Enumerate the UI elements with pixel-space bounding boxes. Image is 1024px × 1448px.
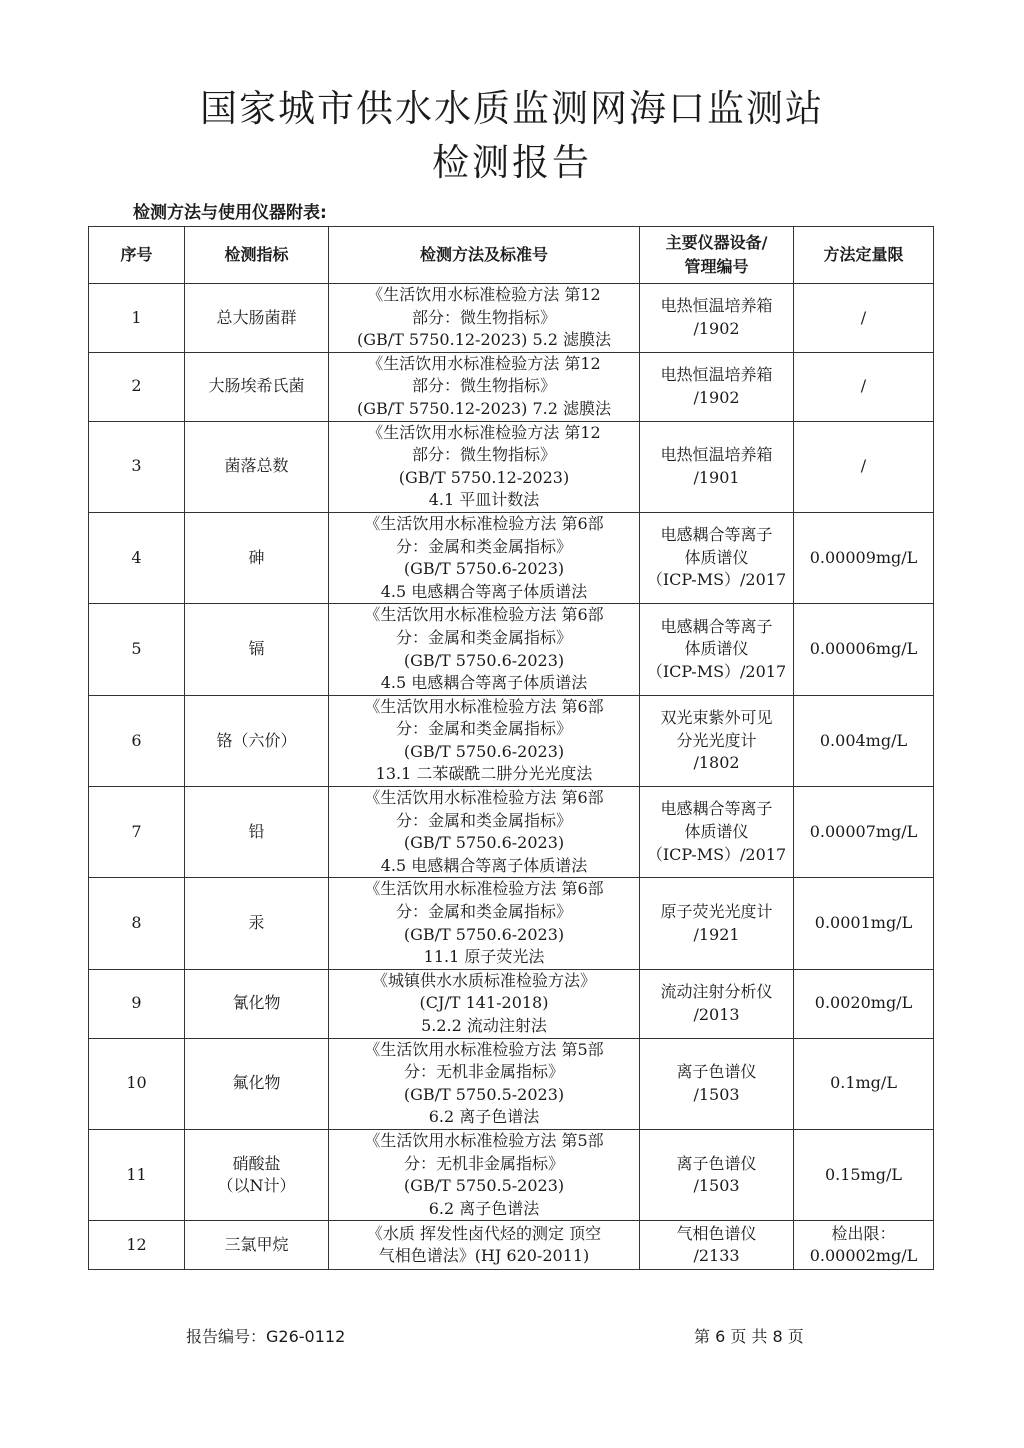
cell-instrument-line: 流动注射分析仪: [660, 982, 773, 1002]
cell-method: [329, 969, 640, 1038]
cell-item-line: 氟化物: [232, 1073, 281, 1093]
cell-item-line: 铬（六价）: [216, 730, 297, 750]
cell-method-line: 分：金属和类金属指标》: [395, 536, 572, 556]
table-row: [89, 284, 934, 353]
table-row: [89, 352, 934, 421]
cell-no: 10: [89, 1038, 185, 1129]
cell-method-line: 《生活饮用水标准检验方法 第12: [367, 422, 601, 442]
table-caption: 检测方法与使用仪器附表:: [133, 203, 327, 223]
report-title-line1: 国家城市供水水质监测网海口监测站: [200, 87, 824, 130]
cell-method-line: (GB/T 5750.5-2023): [403, 1176, 565, 1196]
cell-instrument-line: /2013: [693, 1004, 740, 1024]
cell-method-line: 4.1 平皿计数法: [428, 490, 540, 510]
cell-instrument: [640, 421, 794, 512]
cell-limit-line: 0.1mg/L: [830, 1073, 897, 1093]
cell-method-line: 4.5 电感耦合等离子体质谱法: [380, 855, 588, 875]
cell-limit: [794, 284, 934, 353]
table-row: [89, 1221, 934, 1270]
cell-method-line: 4.5 电感耦合等离子体质谱法: [380, 673, 588, 693]
cell-method: [329, 1221, 640, 1270]
cell-method-line: 分：无机非金属指标》: [403, 1153, 564, 1173]
col-header-instrument-line2: 管理编号: [684, 257, 749, 276]
table-row: [89, 604, 934, 695]
cell-instrument-line: /1901: [693, 467, 740, 487]
cell-method-line: (GB/T 5750.12-2023): [398, 467, 570, 487]
cell-item-line: （以N计）: [217, 1176, 296, 1196]
cell-method-line: 部分：微生物指标》: [411, 376, 556, 396]
cell-limit: [794, 969, 934, 1038]
cell-method: [329, 512, 640, 603]
cell-limit-line: 检出限：: [831, 1223, 896, 1243]
cell-item-line: 菌落总数: [224, 456, 289, 476]
cell-no: 8: [89, 878, 185, 969]
cell-limit-line: 0.0001mg/L: [814, 913, 913, 933]
cell-method-line: 气相色谱法》(HJ 620-2011): [378, 1246, 590, 1266]
cell-method-line: 《生活饮用水标准检验方法 第5部: [364, 1130, 604, 1150]
cell-no: 11: [89, 1129, 185, 1220]
table-row: [89, 878, 934, 969]
cell-instrument: [640, 1129, 794, 1220]
cell-instrument-line: /1503: [693, 1084, 740, 1104]
col-header-limit: 方法定量限: [794, 227, 934, 284]
cell-method-line: 11.1 原子荧光法: [423, 947, 545, 967]
cell-instrument: [640, 787, 794, 878]
cell-method-line: 《水质 挥发性卤代烃的测定 顶空: [366, 1223, 602, 1243]
cell-method: [329, 878, 640, 969]
cell-no: 1: [89, 284, 185, 353]
cell-limit-line: 0.00009mg/L: [809, 547, 918, 567]
table-row: [89, 1129, 934, 1220]
cell-limit: [794, 421, 934, 512]
cell-instrument: [640, 604, 794, 695]
cell-method: [329, 352, 640, 421]
cell-method-line: (GB/T 5750.6-2023): [403, 559, 565, 579]
cell-no: 12: [89, 1221, 185, 1270]
cell-instrument-line: /1802: [693, 753, 740, 773]
cell-instrument-line: /1921: [693, 924, 740, 944]
cell-instrument-line: 电感耦合等离子: [660, 525, 773, 545]
cell-instrument: [640, 284, 794, 353]
table-row: [89, 421, 934, 512]
cell-method: [329, 695, 640, 786]
cell-method-line: (GB/T 5750.12-2023) 5.2 滤膜法: [356, 330, 612, 350]
cell-method-line: 6.2 离子色谱法: [428, 1107, 540, 1127]
cell-method-line: 6.2 离子色谱法: [428, 1198, 540, 1218]
cell-limit-line: /: [860, 376, 867, 396]
cell-item: [185, 512, 329, 603]
cell-no: 9: [89, 969, 185, 1038]
cell-instrument: [640, 512, 794, 603]
cell-limit: [794, 352, 934, 421]
cell-instrument-line: 双光束紫外可见: [660, 707, 773, 727]
cell-item-line: 氰化物: [232, 993, 281, 1013]
cell-item: [185, 1129, 329, 1220]
cell-method-line: 分：金属和类金属指标》: [395, 719, 572, 739]
page-number: 第 6 页 共 8 页: [694, 1327, 804, 1346]
cell-instrument: [640, 969, 794, 1038]
cell-method-line: 分：金属和类金属指标》: [395, 902, 572, 922]
cell-limit: [794, 787, 934, 878]
cell-instrument: [640, 1038, 794, 1129]
cell-instrument-line: /1503: [693, 1176, 740, 1196]
cell-item: [185, 352, 329, 421]
cell-method-line: (CJ/T 141-2018): [419, 993, 549, 1013]
report-number: 报告编号：G26-0112: [186, 1327, 346, 1346]
cell-method-line: (GB/T 5750.6-2023): [403, 924, 565, 944]
cell-instrument-line: 离子色谱仪: [676, 1062, 757, 1082]
cell-instrument-line: （ICP-MS）/2017: [646, 570, 787, 590]
cell-item: [185, 604, 329, 695]
cell-item: [185, 284, 329, 353]
cell-instrument-line: 电热恒温培养箱: [660, 296, 773, 316]
table-row: [89, 969, 934, 1038]
cell-method-line: 分：无机非金属指标》: [403, 1062, 564, 1082]
cell-instrument-line: （ICP-MS）/2017: [646, 661, 787, 681]
cell-method-line: 分：金属和类金属指标》: [395, 627, 572, 647]
cell-instrument-line: 电感耦合等离子: [660, 616, 773, 636]
cell-limit-line: /: [860, 307, 867, 327]
table-row: [89, 1038, 934, 1129]
cell-instrument-line: 离子色谱仪: [676, 1153, 757, 1173]
table-row: [89, 512, 934, 603]
cell-method-line: 《生活饮用水标准检验方法 第6部: [364, 513, 604, 533]
cell-method: [329, 604, 640, 695]
cell-method-line: 《生活饮用水标准检验方法 第5部: [364, 1039, 604, 1059]
cell-method-line: 4.5 电感耦合等离子体质谱法: [380, 581, 588, 601]
cell-method-line: (GB/T 5750.12-2023) 7.2 滤膜法: [356, 398, 612, 418]
cell-method-line: (GB/T 5750.6-2023): [403, 741, 565, 761]
table-row: [89, 787, 934, 878]
cell-instrument-line: 分光光度计: [676, 730, 757, 750]
cell-method: [329, 1129, 640, 1220]
cell-no: 7: [89, 787, 185, 878]
cell-limit-line: 0.004mg/L: [819, 730, 908, 750]
cell-method-line: 《生活饮用水标准检验方法 第6部: [364, 788, 604, 808]
table-header-row: [89, 227, 934, 284]
cell-limit-line: /: [860, 456, 867, 476]
col-header-method: 检测方法及标准号: [329, 227, 640, 284]
cell-item: [185, 421, 329, 512]
cell-instrument-line: 电热恒温培养箱: [660, 445, 773, 465]
cell-item-line: 铅: [248, 821, 265, 841]
cell-method-line: 部分：微生物指标》: [411, 445, 556, 465]
cell-limit: [794, 512, 934, 603]
col-header-no: 序号: [89, 227, 185, 284]
cell-method-line: (GB/T 5750.6-2023): [403, 650, 565, 670]
cell-limit-line: 0.00002mg/L: [809, 1246, 918, 1266]
cell-item: [185, 1038, 329, 1129]
cell-limit: [794, 1221, 934, 1270]
cell-limit: [794, 1129, 934, 1220]
cell-instrument: [640, 352, 794, 421]
cell-instrument-line: （ICP-MS）/2017: [646, 844, 787, 864]
cell-limit-line: 0.00006mg/L: [809, 639, 918, 659]
cell-instrument-line: 体质谱仪: [684, 639, 749, 659]
cell-instrument-line: /1902: [693, 387, 740, 407]
cell-instrument-line: 体质谱仪: [684, 547, 749, 567]
cell-method-line: 《生活饮用水标准检验方法 第6部: [364, 879, 604, 899]
cell-method-line: 13.1 二苯碳酰二肼分光光度法: [375, 764, 593, 784]
cell-limit: [794, 695, 934, 786]
cell-instrument-line: 原子荧光光度计: [660, 902, 773, 922]
col-header-instrument-line1: 主要仪器设备/: [665, 233, 768, 252]
cell-item-line: 汞: [248, 913, 265, 933]
cell-no: 5: [89, 604, 185, 695]
methods-instruments-table: [88, 226, 934, 1270]
cell-no: 6: [89, 695, 185, 786]
col-header-item: 检测指标: [185, 227, 329, 284]
cell-instrument: [640, 1221, 794, 1270]
cell-item-line: 硝酸盐: [232, 1153, 281, 1173]
cell-no: 3: [89, 421, 185, 512]
cell-instrument-line: /1902: [693, 318, 740, 338]
cell-item-line: 三氯甲烷: [224, 1235, 289, 1255]
cell-instrument-line: /2133: [693, 1246, 740, 1266]
cell-limit-line: 0.15mg/L: [824, 1164, 903, 1184]
cell-instrument-line: 电热恒温培养箱: [660, 365, 773, 385]
cell-method: [329, 1038, 640, 1129]
cell-method-line: 分：金属和类金属指标》: [395, 810, 572, 830]
cell-no: 2: [89, 352, 185, 421]
col-header-instrument: [640, 227, 794, 284]
cell-item-line: 砷: [248, 547, 265, 567]
cell-item: [185, 878, 329, 969]
cell-limit-line: 0.00007mg/L: [809, 821, 918, 841]
cell-item-line: 镉: [248, 639, 265, 659]
cell-method-line: 《生活饮用水标准检验方法 第12: [367, 285, 601, 304]
cell-item: [185, 969, 329, 1038]
cell-instrument: [640, 695, 794, 786]
cell-method: [329, 284, 640, 353]
cell-item: [185, 1221, 329, 1270]
cell-instrument-line: 电感耦合等离子: [660, 799, 773, 819]
cell-limit-line: 0.0020mg/L: [814, 993, 913, 1013]
cell-no: 4: [89, 512, 185, 603]
report-title-line2: 检测报告: [432, 141, 592, 184]
cell-item-line: 大肠埃希氏菌: [208, 376, 305, 396]
cell-instrument-line: 体质谱仪: [684, 821, 749, 841]
cell-method-line: 《城镇供水水质标准检验方法》: [371, 970, 596, 990]
cell-item: [185, 787, 329, 878]
cell-method-line: (GB/T 5750.6-2023): [403, 833, 565, 853]
cell-method-line: 《生活饮用水标准检验方法 第12: [367, 353, 601, 373]
cell-method: [329, 421, 640, 512]
cell-method-line: (GB/T 5750.5-2023): [403, 1084, 565, 1104]
cell-instrument: [640, 878, 794, 969]
cell-limit: [794, 604, 934, 695]
cell-method-line: 《生活饮用水标准检验方法 第6部: [364, 605, 604, 625]
cell-method-line: 部分：微生物指标》: [411, 307, 556, 327]
cell-instrument-line: 气相色谱仪: [676, 1223, 757, 1243]
cell-item: [185, 695, 329, 786]
cell-limit: [794, 1038, 934, 1129]
cell-method-line: 5.2.2 流动注射法: [421, 1016, 547, 1035]
cell-method-line: 《生活饮用水标准检验方法 第6部: [364, 696, 604, 716]
cell-limit: [794, 878, 934, 969]
cell-item-line: 总大肠菌群: [216, 307, 297, 327]
table-row: [89, 695, 934, 786]
cell-method: [329, 787, 640, 878]
